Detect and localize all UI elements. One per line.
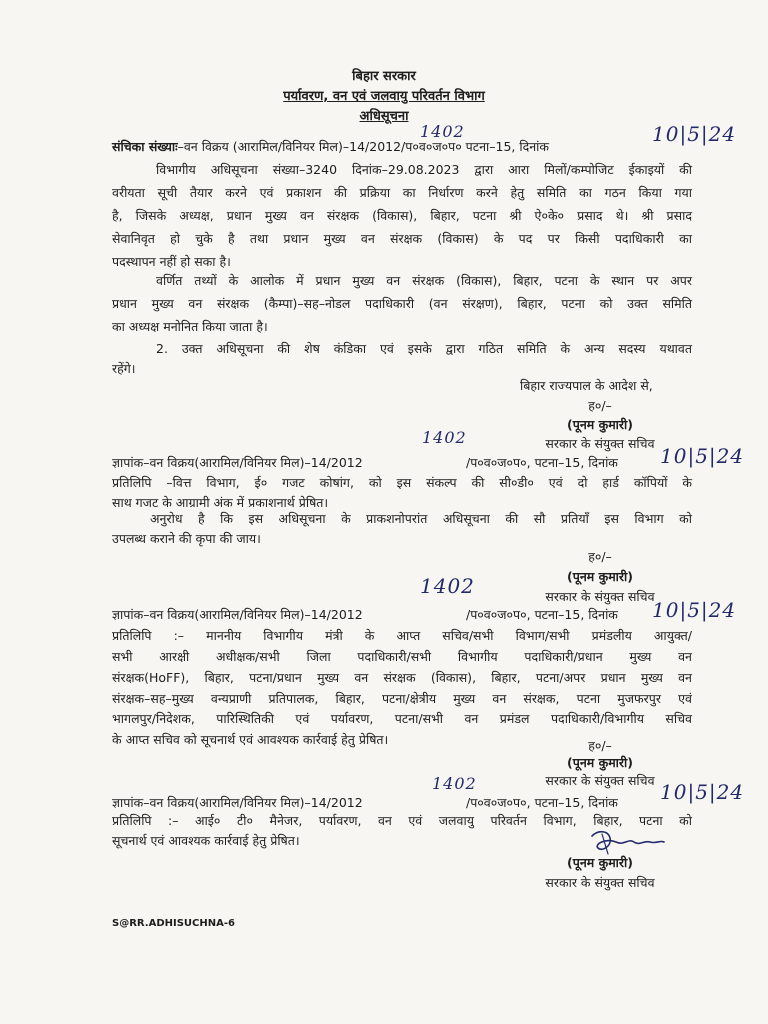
handwritten-date: 10|5|24 bbox=[660, 444, 745, 468]
notification-heading: अधिसूचना bbox=[359, 109, 409, 124]
memo-line: सभी आरक्षी अधीक्षक/सभी जिला पदाधिकारी/सभी विभागीय पदाधिकारी/प्रधान मुख्य वन bbox=[112, 649, 692, 664]
memo-line: अनुरोध है कि इस अधिसूचना के प्राकशनोपरांत अधिसूचना की सौ प्रतियॉं इस विभाग को bbox=[150, 511, 692, 526]
signatory-name: (पूनम कुमारी) bbox=[567, 417, 633, 432]
signature-ho: ह०/– bbox=[588, 549, 612, 564]
department-heading: पर्यावरण, वन एवं जलवायु परिवर्तन विभाग bbox=[283, 89, 485, 104]
signature-ho: ह०/– bbox=[588, 738, 612, 753]
body-line: 2. उक्त अधिसूचना की शेष कंडिका एवं इसके द्वारा गठित समिति के अन्य सदस्य यथावत bbox=[156, 341, 692, 356]
signature-ho: ह०/– bbox=[588, 398, 612, 413]
memo-line: संरक्षक(HoFF), बिहार, पटना/प्रधान मुख्य वन संरक्षक (विकास), बिहार, पटना/अपर प्रधान मुख्य वन bbox=[112, 670, 692, 685]
signatory-name: (पूनम कुमारी) bbox=[567, 755, 633, 770]
signatory-name: (पूनम कुमारी) bbox=[567, 855, 633, 870]
body-line: का अध्यक्ष मनोनित किया जाता है। bbox=[112, 319, 268, 334]
file-number-label: संचिका संख्याः bbox=[112, 139, 178, 154]
handwritten-number: 1402 bbox=[432, 774, 477, 793]
body-line: सेवानिवृत हो चुके है तथा प्रधान मुख्य वन संरक्षक (विकास) के पद पर किसी पदाधिकारी का bbox=[112, 231, 692, 246]
memo-number-lead: ज्ञापांक–वन विक्रय(आरामिल/विनियर मिल)–14/2012 bbox=[112, 455, 363, 470]
memo-line: सूचनार्थ एवं आवश्यक कार्रवाई हेतु प्रेषित। bbox=[112, 833, 300, 848]
memo-number-lead: ज्ञापांक–वन विक्रय(आरामिल/विनियर मिल)–14/2012 bbox=[112, 795, 363, 810]
handwritten-number: 1402 bbox=[420, 574, 475, 598]
memo-line: के आप्त सचिव को सूचनार्थ एवं आवश्यक कार्रवाई हेतु प्रेषित। bbox=[112, 732, 389, 747]
memo-number-tail: /प०व०ज०प०, पटना–15, दिनांक bbox=[466, 607, 618, 622]
file-reference-code: S@RR.ADHISUCHNA-6 bbox=[112, 918, 235, 929]
signatory-designation: सरकार के संयुक्त सचिव bbox=[545, 773, 655, 788]
body-line: रहेंगे। bbox=[112, 361, 136, 376]
body-line: विभागीय अधिसूचना संख्या–3240 दिनांक–29.08.2023 द्वारा आरा मिलों/कम्पोजिट ईकाइयों की bbox=[156, 162, 692, 177]
body-line: वरीयता सूची तैयार करने एवं प्रकाशन की प्रक्रिया का निर्धारण करने हेतु समिति का गठन किया गया bbox=[112, 185, 692, 200]
memo-line: साथ गजट के आग्रामी अंक में प्रकाशनार्थ प्रेषित। bbox=[112, 495, 329, 510]
signatory-name: (पूनम कुमारी) bbox=[567, 569, 633, 584]
handwritten-date: 10|5|24 bbox=[652, 122, 737, 146]
memo-number-tail: /प०व०ज०प०, पटना–15, दिनांक bbox=[466, 455, 618, 470]
file-number-line bbox=[112, 138, 549, 155]
memo-number-lead: ज्ञापांक–वन विक्रय(आरामिल/विनियर मिल)–14/2012 bbox=[112, 607, 363, 622]
signatory-designation: सरकार के संयुक्त सचिव bbox=[545, 589, 655, 604]
body-line: वर्णित तथ्यों के आलोक में प्रधान मुख्य वन संरक्षक (विकास), बिहार, पटना के स्थान पर अपर bbox=[156, 273, 692, 288]
handwritten-date: 10|5|24 bbox=[652, 598, 737, 622]
body-line: है, जिसके अध्यक्ष, प्रधान मुख्य वन संरक्षक (विकास), बिहार, पटना श्री ऐ०के० प्रसाद थे। श्री प्रसाद bbox=[112, 208, 692, 223]
memo-line: संरक्षक–सह–मुख्य वन्यप्राणी प्रतिपालक, बिहार, पटना/क्षेत्रीय मुख्य वन संरक्षक, पटना मुजफरपुर एवं bbox=[112, 691, 692, 706]
handwritten-number: 1402 bbox=[422, 428, 467, 447]
governor-order: बिहार राज्यपाल के आदेश से, bbox=[520, 378, 653, 393]
signatory-designation: सरकार के संयुक्त सचिव bbox=[545, 436, 655, 451]
memo-line: प्रतिलिपि –वित्त विभाग, ई० गजट कोषांग, को इस संकल्प की सी०डी० एवं दो हार्ड कॉपियों के bbox=[112, 475, 692, 490]
body-line: प्रधान मुख्य वन संरक्षक (कैम्पा)–सह–नोडल पदाधिकारी (वन संरक्षण), बिहार, पटना को उक्त समिति bbox=[112, 296, 692, 311]
memo-line: प्रतिलिपि :– आई० टी० मैनेजर, पर्यावरण, वन एवं जलवायु परिवर्तन विभाग, बिहार, पटना को bbox=[112, 813, 692, 828]
body-line: पदस्थापन नहीं हो सका है। bbox=[112, 254, 231, 269]
memo-line: प्रतिलिपि :– माननीय विभागीय मंत्री के आप्त सचिव/सभी विभाग/सभी प्रमंडलीय आयुक्त/ bbox=[112, 628, 692, 643]
govt-heading: बिहार सरकार bbox=[352, 69, 416, 84]
memo-line: उपलब्ध कराने की कृपा की जाय। bbox=[112, 531, 261, 546]
memo-number-tail: /प०व०ज०प०, पटना–15, दिनांक bbox=[466, 795, 618, 810]
handwritten-number: 1402 bbox=[420, 122, 465, 141]
memo-line: भागलपुर/निदेशक, पारिस्थितिकी एवं पर्यावरण, पटना/सभी वन प्रमंडल पदाधिकारी/विभागीय सचिव bbox=[112, 711, 692, 726]
signatory-designation: सरकार के संयुक्त सचिव bbox=[545, 875, 655, 890]
file-number-text: –वन विक्रय (आरामिल/विनियर मिल)–14/2012/प०व०ज०प० पटना–15, दिनांक bbox=[177, 139, 549, 154]
handwritten-date: 10|5|24 bbox=[660, 780, 745, 804]
